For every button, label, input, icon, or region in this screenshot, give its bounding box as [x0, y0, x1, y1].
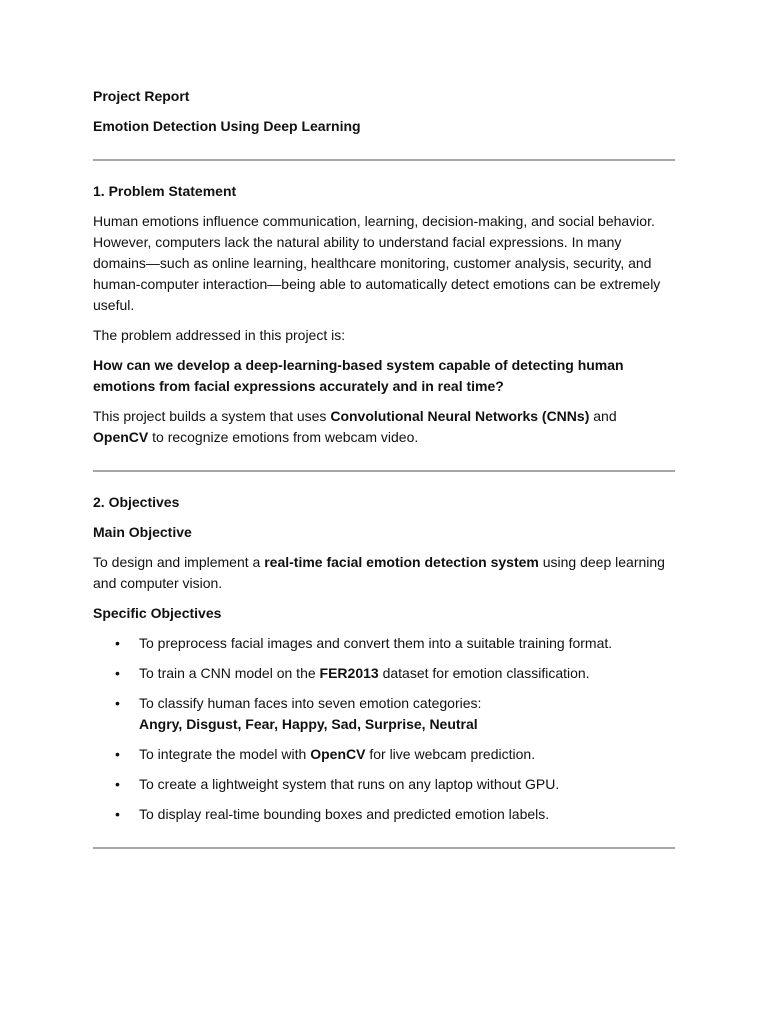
section-divider: [93, 847, 675, 849]
bullet-icon: •: [115, 806, 120, 822]
section-heading-problem: 1. Problem Statement: [93, 183, 237, 199]
list-item: [93, 774, 675, 795]
solution-text-3: to recognize emotions from webcam video.: [148, 429, 419, 445]
list-item: [93, 744, 675, 765]
objective-opencv-term: OpenCV: [310, 746, 366, 762]
document-title: Emotion Detection Using Deep Learning: [93, 118, 361, 134]
section-divider: [93, 159, 675, 161]
bullet-icon: •: [115, 776, 120, 792]
list-item: [93, 663, 675, 684]
solution-text-1: This project builds a system that uses: [93, 408, 331, 424]
section-divider: [93, 470, 675, 472]
objective-text: To preprocess facial images and convert them into a suitable training format.: [139, 635, 613, 651]
objective-dataset-term: FER2013: [319, 665, 379, 681]
solution-text-2: and: [589, 408, 617, 424]
problem-statement-section: [93, 181, 675, 448]
objective-text: To display real-time bounding boxes and predicted emotion labels.: [139, 806, 550, 822]
specific-objectives-heading: Specific Objectives: [93, 605, 222, 621]
document-type-label: Project Report: [93, 88, 190, 104]
document-page: [93, 86, 675, 869]
problem-question: How can we develop a deep-learning-based system capable of detecting human emotions from facial expressions accurately and in real time?: [93, 357, 624, 394]
solution-cnn-term: Convolutional Neural Networks (CNNs): [330, 408, 590, 424]
section-heading-objectives: 2. Objectives: [93, 494, 180, 510]
bullet-icon: •: [115, 746, 120, 762]
list-item: [93, 804, 675, 825]
objective-text-pre: To train a CNN model on the: [139, 665, 320, 681]
solution-paragraph: [93, 406, 675, 448]
specific-objectives-list: [93, 633, 675, 825]
emotion-categories: Angry, Disgust, Fear, Happy, Sad, Surprise, Neutral: [139, 716, 478, 732]
objective-text: To create a lightweight system that runs on any laptop without GPU.: [139, 776, 560, 792]
problem-lead-text: The problem addressed in this project is:: [93, 327, 346, 343]
list-item: [93, 633, 675, 654]
objectives-section: [93, 492, 675, 825]
problem-intro-paragraph: Human emotions influence communication, learning, decision-making, and social behavior. However, computers lack the natural ability to understand facial expressions. In many domains—such as online learning, healthcare monitoring, customer analysis, security, and human-computer interaction—being able to automatically detect emotions can be extremely useful.: [93, 213, 661, 313]
main-objective-text-2: using deep learning and computer vision.: [93, 554, 665, 591]
objective-text-post: dataset for emotion classification.: [378, 665, 590, 681]
objective-text: To classify human faces into seven emotion categories:: [139, 695, 482, 711]
main-objective-paragraph: [93, 552, 675, 594]
bullet-icon: •: [115, 665, 120, 681]
main-objective-bold: real-time facial emotion detection system: [264, 554, 539, 570]
objective-text-post: for live webcam prediction.: [365, 746, 536, 762]
bullet-icon: •: [115, 695, 120, 711]
main-objective-heading: Main Objective: [93, 524, 192, 540]
objective-text-pre: To integrate the model with: [139, 746, 311, 762]
list-item: [93, 693, 675, 735]
main-objective-text-1: To design and implement a: [93, 554, 265, 570]
solution-opencv-term: OpenCV: [93, 429, 149, 445]
bullet-icon: •: [115, 635, 120, 651]
